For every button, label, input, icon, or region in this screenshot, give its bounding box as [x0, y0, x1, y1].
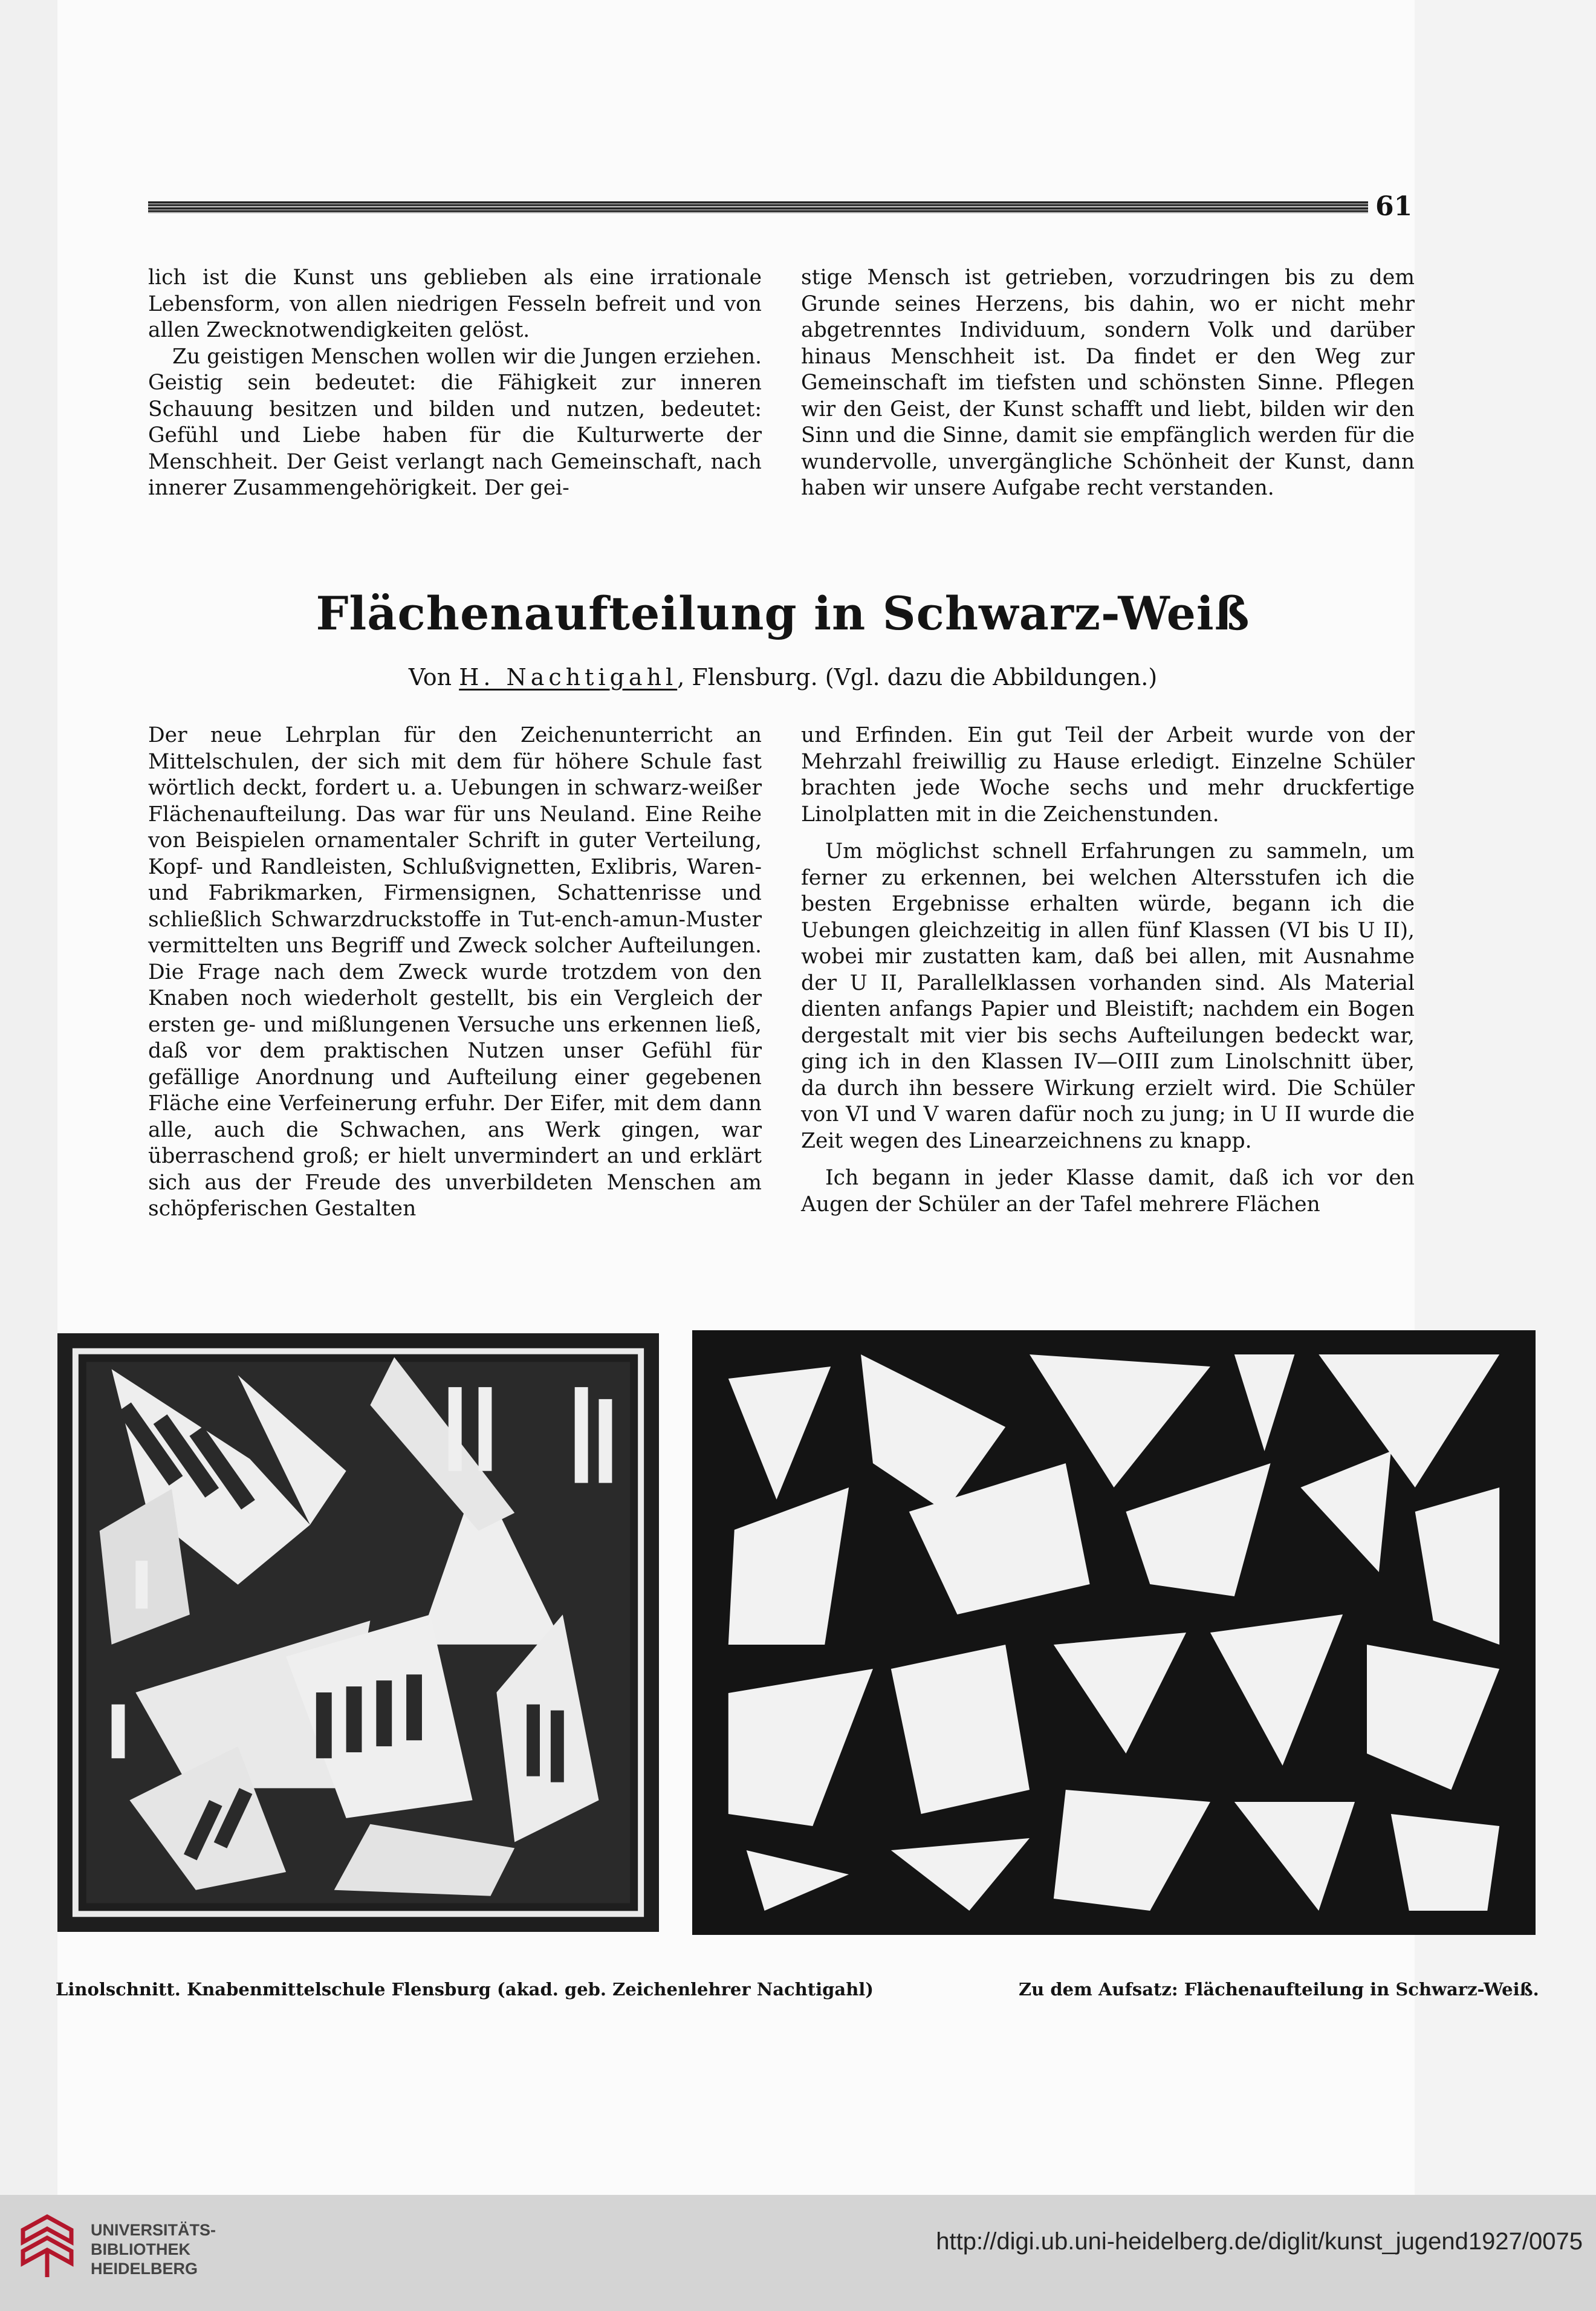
- linocut-left-image: [57, 1333, 659, 1932]
- top-left-column: [148, 265, 762, 502]
- paragraph: Um möglichst schnell Erfahrungen zu sammeln, um ferner zu erkennen, bei welchen Altersstufen ich die besten Ergebnisse erhalten würde, begann ich die Uebungen gleichzeitig in allen fünf Klassen (VI bis U II), wobei mir zustatten kam, daß bei allen, mit Ausnahme der U II, Parallelklassen vorhanden sind. Als Material dienten anfangs Papier und Bleistift; nachdem ein Bogen dergestalt mit vier bis sechs Aufteilungen bedeckt war, ging ich in den Klassen IV—OIII zum Linolschnitt über, da durch ihn bessere Wirkung erzielt wird. Die Schüler von VI und V waren dafür noch zu jung; in U II wurde die Zeit wegen des Linearzeichnens zu knapp.: [801, 839, 1415, 1153]
- linocut-right-artwork: [692, 1330, 1536, 1935]
- left-figure-caption: Linolschnitt. Knabenmittelschule Flensburg (akad. geb. Zeichenlehrer Nachtigahl): [56, 1979, 874, 2000]
- paragraph: lich ist die Kunst uns geblieben als eine irrationale Lebensform, von allen niedrigen Fesseln befreit und von allen Zwecknotwendigkeiten gelöst.: [148, 265, 762, 342]
- scan-left-margin: [0, 0, 57, 2195]
- paragraph: Zu geistigen Menschen wollen wir die Jungen erziehen. Geistig sein bedeutet: die Fähigkeit zur inneren Schauung besitzen und bilden und nutzen, bedeutet: Gefühl und Liebe haben für die Kulturwerte der Menschheit. Der Geist verlangt nach Gemeinschaft, nach innerer Zusammengehörigkeit. Der gei-: [148, 344, 762, 500]
- page-number: 61: [1375, 191, 1413, 222]
- linocut-left-artwork: [57, 1333, 659, 1932]
- right-figure-caption: Zu dem Aufsatz: Flächenaufteilung in Schwarz-Weiß.: [1019, 1979, 1539, 2000]
- university-library-name[interactable]: [91, 2220, 242, 2278]
- header-rule: [148, 201, 1368, 213]
- article-right-column: [801, 723, 1415, 1218]
- top-right-column: [801, 265, 1415, 502]
- byline-suffix: , Flensburg. (Vgl. dazu die Abbildungen.): [677, 664, 1158, 691]
- paragraph: stige Mensch ist getrieben, vorzudringen bis zu dem Grunde seines Herzens, bis dahin, wo er nicht mehr abgetrenntes Individuum, sondern Volk und darüber hinaus Menschheit ist. Da findet er den Weg zur Gemeinschaft im tiefsten und schönsten Sinne. Pflegen wir den Geist, der Kunst schafft und liebt, bilden wir den Sinn und die Sinne, damit sie empfänglich werden für die wundervolle, unvergängliche Schönheit der Kunst, dann haben wir unsere Aufgabe recht verstanden.: [801, 265, 1415, 500]
- library-name-line: HEIDELBERG: [91, 2260, 198, 2278]
- article-byline: [148, 659, 1418, 695]
- document-url-link[interactable]: http://digi.ub.uni-heidelberg.de/diglit/kunst_jugend1927/0075: [936, 2228, 1583, 2255]
- paragraph: und Erfinden. Ein gut Teil der Arbeit wurde von der Mehrzahl freiwillig zu Hause erledigt. Einzelne Schüler brachten jede Woche sechs und mehr druckfertige Linolplatten mit in die Zeichenstunden.: [801, 723, 1415, 827]
- paragraph: Ich begann in jeder Klasse damit, daß ich vor den Augen der Schüler an der Tafel mehrere Flächen: [801, 1166, 1415, 1217]
- library-name-line: UNIVERSITÄTS-: [91, 2221, 216, 2239]
- library-name-line: BIBLIOTHEK: [91, 2240, 190, 2258]
- byline-prefix: Von: [408, 664, 459, 691]
- author-name: H. Nachtigahl: [459, 664, 678, 691]
- paragraph: Der neue Lehrplan für den Zeichenunterricht an Mittelschulen, der sich mit dem für höhere Schule fast wörtlich deckt, fordert u. a. Uebungen in schwarz-weißer Flächenaufteilung. Das war für uns Neuland. Eine Reihe von Beispielen ornamentaler Schrift in guter Verteilung, Kopf- und Randleisten, Schlußvignetten, Exlibris, Waren- und Fabrikmarken, Firmensignen, Schattenrisse und schließlich Schwarzdruckstoffe in Tut-ench-amun-Muster vermittelten uns Begriff und Zweck solcher Aufteilungen. Die Frage nach dem Zweck wurde trotzdem von den Knaben noch wiederholt gestellt, bis ein Vergleich der ersten ge- und mißlungenen Versuche uns erkennen ließ, daß vor dem praktischen Nutzen unser Gefühl für gefällige Anordnung und Aufteilung einer gegebenen Fläche eine Verfeinerung erfuhr. Der Eifer, mit dem dann alle, auch die Schwachen, ans Werk gingen, war überraschend groß; er hielt unvermindert an und erklärt sich aus der Freude des unverbildeten Menschen am schöpferischen Gestalten: [148, 723, 762, 1221]
- article-left-column: [148, 723, 762, 1223]
- digital-library-footer: [0, 2195, 1596, 2311]
- article-title: Flächenaufteilung in Schwarz-Weiß: [316, 587, 1250, 640]
- linocut-right-image: [692, 1330, 1536, 1935]
- university-library-logo-icon[interactable]: [17, 2212, 77, 2281]
